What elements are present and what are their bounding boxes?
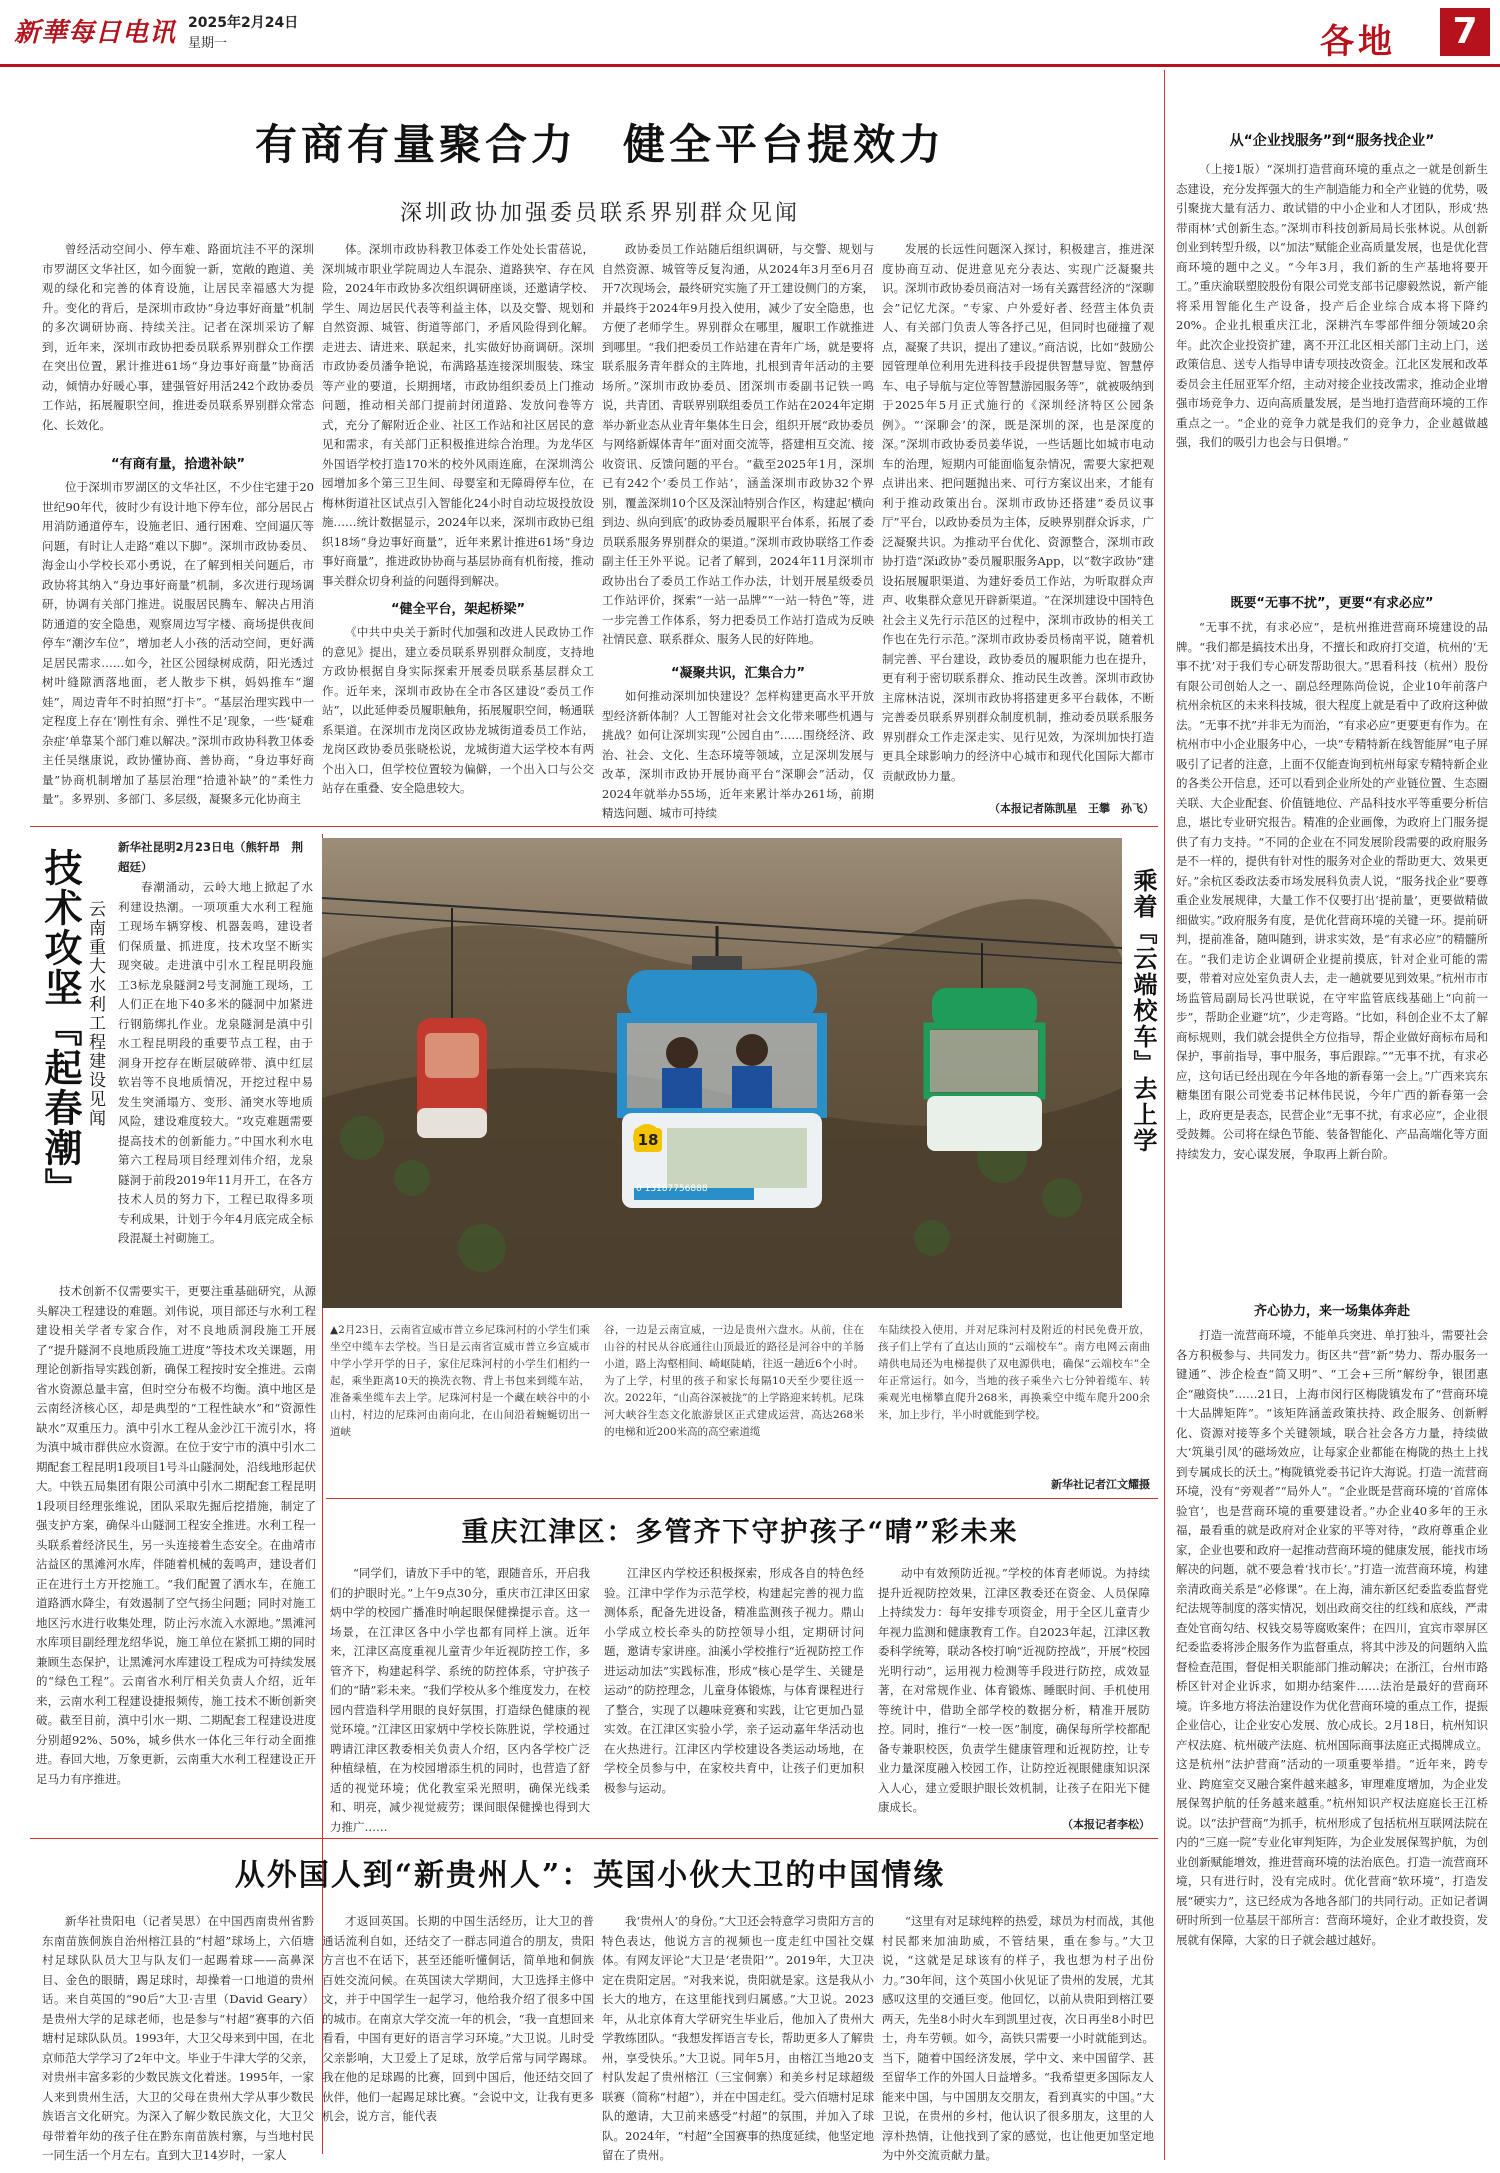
article3-col2-text: 江津区内学校还积极探索，形成各自的特色经验。江津中学作为示范学校，构建起完善的视力监测体系，配备先进设备，精准监测孩子视力。鼎山小学成立校长牵头的防控领导小组，定期研讨问题，邀请专家讲座。油溪小学校推行“近视防控工作进运动加法”实践标准，形成“核心是学生、关键是运动”的防控理念，儿童身体锻炼，与体育课程进行了整合，实现了以趣味竞赛和实践，让它更加凸显实效。在江津区实验小学，亲子运动嘉年华活动也在火热进行。江津区内学校建设各类运动场地，在学校全员参与中，在家校共育中，让孩子们更加积极参与运动。 xyxy=(604,1566,864,1795)
article4-headline: 从外国人到“新贵州人”：英国小伙大卫的中国情缘 xyxy=(234,1858,946,1893)
cabin-number-text: 18 xyxy=(637,1131,659,1149)
photo-bottom-rule xyxy=(326,1498,1158,1499)
article1-subhead-b: “健全平台，架起桥梁” xyxy=(390,602,526,617)
article1-col2b xyxy=(322,623,594,820)
article3-headline: 重庆江津区：多管齐下守护孩子“晴”彩未来 xyxy=(461,1517,1019,1548)
article1-col1-text: 曾经活动空间小、停车难、路面坑洼不平的深圳市罗湖区文华社区，如今面貌一新，宽敞的跑道、美观的绿化和完善的体育设施，让居民幸福感大为提升。变化的背后，是深圳市政协“身边事好商量”机制的多次调研协商、持续关注。记者在深圳采访了解到，近年来，深圳市政协把委员联系界别群众工作摆在突出位置，累计推进61场“身边事好商量”协商活动，倾情办好暖心事，建强管好用活242个政协委员工作站，拓展履职空间，推进委员联系界别群众常态化、长效化。 xyxy=(42,242,314,432)
article1-col3b xyxy=(602,687,874,820)
article1-subhead-c: “凝聚共识，汇集合力” xyxy=(670,666,806,681)
article1-col1b-text: 位于深圳市罗湖区的文华社区，不少住宅建于20世纪90年代，彼时少有设计地下停车位，部分居民占用消防通道停车，设施老旧、通行困难、空间逼仄等问题，有时让人走路“难以下脚”。深圳市政协委员、海金山小学校长邓小勇说，在了解到相关问题后，市政协将其纳入“身边事好商量”机制，多次进行现场调研，协调有关部门推进。说服居民腾车、解决占用消防通道的安全隐患，观察周边写字楼、商场提供夜间停车“潮汐车位”，增加老人小孩的活动空间，更好满足居民需求……如今，社区公园绿树成荫，阳光透过树叶缝隙洒落地面，老人散步下棋，妈妈推车“遛娃”，周边青年不时拍照“打卡”。“基层治理实践中一定程度上存在‘刚性有余、弹性不足’现象，一些‘疑难杂症’单靠某个部门难以解决。”深圳市政协科教卫体委主任吴继康说，政协懂协商、善协商，“身边事好商量”协商机制增加了基层治理“拾遗补缺”的“柔性力量”。多界别、多部门、多层级，凝聚多元化协商主 xyxy=(42,480,314,806)
article1-byline: （本报记者陈凯星 王攀 孙飞） xyxy=(989,802,1154,815)
article1-col3b-text: 如何推动深圳加快建设？怎样构建更高水平开放型经济新体制？人工智能对社会文化带来哪些机遇与挑战？如何让深圳实现“公园自由”……围绕经济、政治、社会、文化、生态环境等领域，立足深圳发展与改革，深圳市政协开展协商平台“深聊会”活动，仅2024年就举办55场，近年来累计举办261场，前期精选问题、城市可持续 xyxy=(602,689,874,820)
photo-caption-col1 xyxy=(330,1322,590,1492)
article4-col4-text: “这里有对足球纯粹的热爱，球员为村而战，其他村民都来加油助威，不管结果，重在参与。”大卫说，“这就是足球该有的样子，我也想为村子出份力。”30年间，这个英国小伙见证了贵州的发展，尤其感叹这里的交通巨变。他回忆，以前从贵阳到榕江要两天，先坐8小时火车到凯里过夜，次日再坐8小时巴士，舟车劳顿。如今，高铁只需要一小时就能到达。当下，随着中国经济发展，学中文、来中国留学、甚至留华工作的外国人日益增多。“我希望更多国际友人能来中国，与中国朋友交朋友，看到真实的中国。”大卫说，在贵州的乡村，他认识了很多朋友，这里的人淳朴热情，让他找到了家的感觉，也让他更加坚定地为中外交流贡献力量。 xyxy=(882,1914,1154,2162)
sidebar-subhead-b: 齐心协力，来一场集体奔赴 xyxy=(1253,1304,1410,1319)
sidebar-col-c xyxy=(1176,1326,1488,2162)
cable-car-illustration xyxy=(322,838,1122,1308)
sidebar-col-b-text: “无事不扰，有求必应”，是杭州推进营商环境建设的品牌。“我们都是搞技术出身，不擅长和政府打交道，杭州的‘无事不扰’对于我们专心研发帮助很大。”思看科技（杭州）股份有限公司创始人之一、副总经理陈尚俭说，企业10年前落户杭州余杭区的未来科技城，很大程度上就是看中了政府这种做法。“无事不扰”并非无为而治，“有求必应”更要更有作为。在杭州市中小企业服务中心，一块“专精特新在线智能屏”电子屏吸引了记者的注意，上面不仅能查询到杭州每家专精特新企业的各类公开信息，还可以看到企业所处的产业链位置、生态圈关联、大企业配套、价值链地位、产品科技水平等重要分析信息，堪比专业研究报告。精准的企业画像，为政府上门服务提供了有力支持。“不同的企业在不同发展阶段需要的政府服务是不一样的，提供有针对性的服务对企业的帮助更大、效果更好。”余杭区委政法委市场发展科负责人说，“服务找企业”要尊重企业发展规律，大量工作不仅要打出‘提前量’，更要做精做细做实。”政府服务有度，是优化营商环境的关键一环。提前研判，提前准备，随叫随到，讲求实效，是“有求必应”的精髓所在。“我们走访企业调研企业提前摸底，针对企业可能的需要，带着对应处室负责人去，走一趟就要见到效果。”杭州市市场监管局副局长冯世联说，在守牢监管底线基础上“向前一步”，帮助企业避“坑”，少走弯路。“比如，科创企业不太了解商标规则，我们就会提供全方位指导，帮企业做好商标布局和保护，事前指导，事中服务，事后跟踪。”“无事不扰，有求必应，这句话已经出现在今年各地的新春第一会上。”广西来宾东糖集团有限公司党委书记林伟民说，今年广西的新春第一会上，政府更是表态，民营企业“无事不扰，有求必应”，企业很受鼓舞。公司将在绿色节能、装备智能化、产品高端化等方面持续发力，安心谋发展，争取再上新台阶。 xyxy=(1176,620,1488,1161)
article4-col3 xyxy=(602,1912,874,2162)
sidebar-subhead-a: 既要“无事不扰”，更要“有求必应” xyxy=(1230,596,1434,611)
photo-caption-col3 xyxy=(878,1322,1150,1472)
article1-col1b xyxy=(42,478,314,820)
section-name: 各地 xyxy=(1320,22,1396,62)
sidebar-divider xyxy=(1164,70,1165,2160)
cabin-phone: 0 13187756888 xyxy=(636,1184,708,1194)
issue-date: 2025年2月24日 xyxy=(188,15,299,31)
photo-credit: 新华社记者江文耀摄 xyxy=(1051,1478,1150,1491)
article4-col1-text: 新华社贵阳电（记者吴思）在中国西南贵州省黔东南苗族侗族自治州榕江县的“村超”球场上，六佰塘村足球队队员大卫与队友们一起踢着球——高鼻深目、金色的眼睛，踢足球时，却操着一口地道的贵州话。来自英国的“90后”大卫·吉里（David Geary）是贵州大学的足球老师，也是参与“村超”赛事的六佰塘村足球队队员。1993年，大卫父母来到中国，在北京师范大学学习了2年中文。毕业于牛津大学的父亲，对贵州丰富多彩的少数民族文化着迷。1995年，一家人来到贵州生活，大卫的父母在贵州大学从事少数民族语言文化研究。为深入了解少数民族文化，大卫父母带着年幼的孩子住在黔东南苗族村寨，与当地村民一同生活一个月左右。直到大卫14岁时，一家人 xyxy=(42,1914,314,2162)
sidebar-col-text: （上接1版）“深圳打造营商环境的重点之一就是创新生态建设，充分发挥强大的生产制造能力和全产业链的优势，吸引聚拢大量有活力、敢试错的中小企业和人才团队，形成‘热带雨林’式创新生态。”深圳市科技创新局局长张林说。从创新创业到转型升级，以“加法”赋能企业高质量发展，也是优化营商环境的题中之义。“今年3月，我们新的生产基地将要开工。”重庆渝联塑胶股份有限公司党支部书记廖毅然说，新产能将采用智能化生产设备，投产后企业综合成本将下降约20%。企业扎根重庆江北，深耕汽车零部件细分领域20余年。此次企业投资扩建，离不开江北区相关部门主动上门，送政策信息、送专人指导申请专项技改资金。江北区发展和改革委员会主任屈亚军介绍，主动对接企业技改需求，推动企业增强市场竞争力、迈向高质量发展，是当地打造营商环境的工作重点之一。“企业的竞争力就是我们的竞争力，企业越做越强，我们的吸引力也会与日俱增。” xyxy=(1176,162,1488,449)
cabin-number-badge xyxy=(634,1128,662,1152)
masthead-rule xyxy=(0,64,1500,67)
article3-byline: （本报记者李松） xyxy=(1062,1818,1150,1831)
article1-col4-text: 发展的长远性问题深入探讨，积极建言，推进深度协商互动、促进意见充分表达、实现广泛凝聚共识。深圳市政协委员商洁对一场有关露营经济的“深聊会”记忆尤深。“专家、户外爱好者、经营主体负责人、有关部门负责人等各抒己见，但同时也碰撞了观点，凝聚了共识，提出了建议。”商洁说，比如“鼓励公园管理单位利用先进科技手段提供智慧导览、智慧停车、电子导航与定位等智慧游园服务等”，就被吸纳到于2025年5月正式施行的《深圳经济特区公园条例》。“‘深聊会’的深，既是深圳的深，也是深度的深。”深圳市政协委员姜华说，一些话题比如城市电动车的治理，短期内可能面临复杂情况，需要大家把观点讲出来、把问题抛出来、可行方案议出来，才能有利于推动政策出台。深圳市政协还搭建“委员议事厅”平台，以政协委员为主体，反映界别群众诉求，广泛凝聚共识。为推动平台优化、资源整合，深圳市政协打造“深i政协”委员履职服务App，以“数字政协”建设拓展履职渠道、为建好委员工作站，为听取群众声声、收集群众意见开辟新渠道。“在深圳建设中国特色社会主义先行示范区的过程中，深圳市政协的相关工作也在先行示范。”深圳市政协委员杨南平说，随着机制完善、平台建设，政协委员的履职能力也在提升，更有利于密切联系群众、推动民生改善。深圳市政协主席林洁说，深圳市政协将搭建更多平台载体，不断完善委员联系界别群众制度机制，推动委员联系服务界别群众工作走深走实、见行见效，为深圳加快打造更具全球影响力的经济中心城市和现代化国际大都市贡献政协力量。 xyxy=(882,242,1154,783)
photo-caption-col2 xyxy=(604,1322,864,1492)
article2-col1-text: 春潮涌动，云岭大地上掀起了水利建设热潮。一项项重大水利工程施工现场车辆穿梭、机器轰鸣，建设者们保质量、抓进度，技术攻坚不断实现突破。走进滇中引水工程昆明段施工3标龙泉隧洞2号支洞施工现场，工人们正在地下40多米的隧洞中加紧进行钢筋绑扎作业。龙泉隧洞是滇中引水工程昆明段的重要节点工程，由于洞身开挖存在断层破碎带、滇中红层软岩等不良地质情况，开挖过程中易发生突涌塌方、变形、涌突水等地质风险，建设难度较大。“攻克难题需要提高技术的创新能力。”中国水利水电第六工程局项目经理刘伟介绍，龙泉隧洞于前段2019年11月开工，在各方技术人员的努力下，工程已取得多项专利成果，计划于今年4月底完成全标段混凝土衬砌施工。 xyxy=(118,880,313,1245)
issue-weekday: 星期一 xyxy=(188,36,228,51)
sidebar-col xyxy=(1176,160,1488,585)
article3-col3 xyxy=(878,1564,1150,1814)
article1-col1 xyxy=(42,240,314,445)
article1-col2b-text: 《中共中央关于新时代加强和改进人民政协工作的意见》提出，建立委员联系界别群众制度，支持地方政协根据自身实际探索开展委员联系基层群众工作。近年来，深圳市政协在全市各区建设“委员工作站”，以此延伸委员履职触角，拓展履职空间，畅通联系渠道。在深圳市龙岗区政协龙城街道委员工作站，龙岗区政协委员张晓松说，龙城街道大运学校本有两个出入口，但学校位置较为偏僻，一个出入口与公交站存在重叠、安全隐患较大。 xyxy=(322,625,594,795)
article2-col1 xyxy=(118,878,313,1278)
article1-bottom-rule xyxy=(30,826,1158,827)
article2-vertical-title: 技术攻坚『起春潮』 xyxy=(38,848,83,1208)
article3-col2 xyxy=(604,1564,864,1834)
article2-col2-text: 技术创新不仅需要实干，更要注重基础研究，从源头解决工程建设的难题。刘伟说，项目部还与水利工程建设相关学者专家合作，对不良地质洞段施工开展了“提升隧洞不良地质段施工进度”等技术攻关课题，用理论创新指导实践创新，确保工程按时安全推进。云南省水资源总量丰富，但时空分布极不均衡。滇中地区是云南经济核心区，却是典型的“工程性缺水”和“资源性缺水”双重压力。滇中引水工程从金沙江干流引水，将为滇中城市群供应水资源。在位于安宁市的滇中引水二期配套工程昆明1段项目1号斗山隧洞处，沿线地形起伏大。中铁五局集团有限公司滇中引水二期配套工程昆明1段项目经理张维说，团队采取先掘后挖措施，制定了强支护方案，确保斗山隧洞工程安全推进。水利工程一头联系着经济民生，另一头连接着生态安全。在曲靖市沾益区的黑滩河水库，伴随着机械的轰鸣声，建设者们正在进行土方开挖施工。“我们配置了洒水车，在施工道路洒水降尘，有效遏制了空气扬尘问题；同时对施工地区污水进行收集处理，防止污水流入水源地。”黑滩河水库项目副经理龙绍华说，施工单位在紧抓工期的同时兼顾生态保护，让黑滩河水库建设工程成为可持续发展的“绿色工程”。云南省水利厅相关负责人介绍，近年来，云南水利工程建设捷报频传，施工技术不断创新突破。截至目前，滇中引水一期、二期配套工程建设进度分别超92%、50%，城乡供水一体化三年行动全面推进。春回大地，万象更新，云南重大水利工程建设正开足马力有序推进。 xyxy=(36,1284,316,1786)
article4-col3-text: 我‘贵州人’的身份。”大卫还会特意学习贵阳方言的特色表达，他说方言的视频也一度走红中国社交媒体。有网友评论“大卫是‘老贵阳’”。2019年，大卫决定在贵阳定居。“对我来说，贵阳就是家。这是我从小长大的地方，在这里能找到归属感。”大卫说。2023年，从北京体育大学研究生毕业后，他加入了贵州大学教练团队。“我想发挥语言专长，帮助更多人了解贵州，享受快乐。”大卫说。同年5月，由榕江当地20支村队发起了贵州榕江（三宝侗寨）和美乡村足球超级联赛（简称“村超”），并在中国走红。受六佰塘村足球队的邀请，大卫前来感受“村超”的氛围，并加入了球队。2024年，“村超”全国赛事的热度延续，他坚定地留在了贵州。 xyxy=(602,1914,874,2162)
article3-bottom-rule xyxy=(30,1838,1158,1839)
sidebar-title: 从“企业找服务”到“服务找企业” xyxy=(1229,133,1435,149)
article1-col4 xyxy=(882,240,1154,796)
page-number xyxy=(1440,8,1490,56)
article3-col1-text: “同学们，请放下手中的笔，跟随音乐，开启我们的护眼时光。”上午9点30分，重庆市江津区田家炳中学的校园广播准时响起眼保健操提示音。这一场景，在江津区各中小学也都有同样上演。近年来，江津区高度重视儿童青少年近视防控工作，多管齐下，构建起科学、系统的防控体系，守护孩子们的“睛”彩未来。“我们学校从多个维度发力，在校园内营造科学用眼的良好氛围，打造绿色健康的视觉环境。”江津区田家炳中学校长陈胜说，学校通过聘请江津区教委相关负责人介绍，区内各学校广泛种植绿植，在为校园增添生机的同时，也营造了舒适的视觉环境；优化教室采光照明，确保光线柔和、明亮，减少视觉疲劳；课间眼保健操也得到大力推广…… xyxy=(330,1566,590,1834)
brand-logo: 新華每日电讯 xyxy=(14,18,177,48)
page-number-text: 7 xyxy=(1452,11,1478,52)
article4-col4 xyxy=(882,1912,1154,2162)
sidebar-col-b xyxy=(1176,618,1488,1294)
photo-caption-col1-text: ▲2月23日，云南省宣威市普立乡尼珠河村的小学生们乘坐空中缆车去学校。当日是云南省宣威市普立乡宣威市中学小学开学的日子，家住尼珠河村的小学生们相约一起，乘坐距离10天的换洗衣物、背上书包来到缆车站，准备乘坐缆车去上学。尼珠河村是一个藏在峡谷中的小山村，村边的尼珠河由南向北，在山间沿着蜿蜒切出一道峡 xyxy=(330,1324,590,1438)
article3-col1 xyxy=(330,1564,590,1834)
cable-car-photo xyxy=(322,838,1122,1308)
article1-col2-text: 体。深圳市政协科教卫体委工作处处长雷蓓说，深圳城市职业学院周边人车混杂、道路狭窄、存在风险，2024年市政协多次组织调研座谈，还邀请学校、学生、周边居民代表等利益主体，以及交警、规划和自然资源、城管、街道等部门，矛盾风险得到化解。走进去、请进来、联起来，扎实做好协商调研。深圳市政协委员潘争艳说，布满路基连接深圳服装、珠宝等产业的要道，长期拥堵，市政协组织委员上门推动问题，推动相关部门提前封闭道路、发放问卷等方式，充分了解附近企业、社区工作站和社区居民的意见和需求，有关部门正积极推进综合治理。为龙华区外国语学校打造170米的校外风雨连廊，在深圳湾公园增加多个第三卫生间、母婴室和无障碍停车位，在梅林街道社区试点引入智能化24小时自动垃圾投放设施……统计数据显示，2024年以来，深圳市政协已组织18场“身边事好商量”，近年来累计推进61场“身边事好商量”，推进政协协商与基层协商有机衔接，推动事关群众切身利益的问题得到解决。 xyxy=(322,242,594,588)
article4-col2-text: 才返回英国。长期的中国生活经历，让大卫的普通话流利自如，还结交了一群志同道合的朋友，贵阳方言也不在话下，甚至还能听懂侗话，简单地和侗族百姓交流问候。在英国读大学期间，大卫选择主修中文，并于中国学生一起学习，他给我介绍了很多中国的城市。在南京大学交流一年的机会，“我一直想回来看看，中国有更好的语言学习环境。”大卫说。儿时受父亲影响，大卫爱上了足球，放学后常与同学踢球。我在他的足球踢的比赛，回到中国后，他还结交回了伙伴，他们一起踢足球比赛。“会说中文，让我有更多机会，说方言，能代表 xyxy=(322,1914,594,2123)
masthead xyxy=(0,0,1500,62)
article1-col2 xyxy=(322,240,594,590)
photo-caption-col2-text: 谷，一边是云南宣威，一边是贵州六盘水。从前，住在山谷的村民从谷底通往山顶最近的路径是河谷中的羊肠小道，路上沟壑相间、崎岖陡峭，往返一趟近6个小时。为了上学，村里的孩子和家长每隔10天至少要往返一次。2022年，“山高谷深被拢”的上学路迎来转机。尼珠河大峡谷生态文化旅游景区正式建成运营，高达268米的电梯和近200米高的高空索道缆 xyxy=(604,1324,864,1438)
article1-subhead-a: “有商有量，拾遗补缺” xyxy=(110,457,246,472)
photo-caption-col3-text: 车陆续投入使用，并对尼珠河村及附近的村民免费开放，孩子们上学有了直达山顶的“云端校车”。南方电网云南曲靖供电局还为电梯提供了双电源供电，确保“云端校车”全年正常运行。如今，当地的孩子乘坐六七分钟着缆车、转乘观光电梯攀直爬升268米，再换乘空中缆车爬升200余米，加上步行，半小时就能到学校。 xyxy=(878,1324,1150,1421)
article4-col2 xyxy=(322,1912,594,2162)
article2-vertical-subtitle: 云南重大水利工程建设见闻 xyxy=(85,900,105,1128)
article3-col3-text: 动中有效预防近视。”学校的体育老师说。为持续提升近视防控效果，江津区教委还在资金、人员保障上持续发力：每年安排专项资金，用于全区儿童青少年视力监测和健康教育工作。自2023年起，江津区教委科学统筹，联动各校打响“近视防控战”，开展“校园光明行动”，运用视力检测等手段进行防控，成效显著，在对常规作业、体育锻炼、睡眠时间、手机使用等统计中，借助全部学校的数据分析，精准开展防控。同时，推行“一校一医”制度，确保每所学校都配备专兼职校医，负责学生健康管理和近视防控，让专业力量深度融入校园工作，让防控近视眼健康知识深入人心，建立爱眼护眼长效机制，让孩子在阳光下健康成长。 xyxy=(878,1566,1150,1814)
sidebar-col-c-text: 打造一流营商环境，不能单兵突进、单打独斗，需要社会各方积极参与、共同发力。街区共“营”新“势力、帮办服务一键通”、涉企检查“简又明”、“工会+三所”解纷争，银团惠企“融资快”……21日，上海市闵行区梅陇镇发布了“营商环境十大品牌矩阵”。“该矩阵涵盖政策扶持、政企服务、创新孵化、资源对接等多个关键领域，联合社会各方力量，持续做大‘筑巢引凤’的磁场效应，让每家企业都能在梅陇的热土上找到专属成长的沃土。”梅陇镇党委书记许大海说。打造一流营商环境，没有“旁观者”“局外人”。“企业既是营商环境的‘首席体验官’，也是营商环境的重要建设者。”办企业40多年的王永福，最看重的就是政府对企业家的平等对待，“政府尊重企业家，企业也要和政府一起推动营商环境的健康发展，能找市场解决的问题，就不要急着‘找市长’。”打造一流营商环境，构建亲清政商关系是“必修课”。在上海，浦东新区纪委监委监督党纪法规等制度的落实情况，划出政商交往的红线和底线，严肃查处官商勾结、权钱交易等腐败案件；在四川，宜宾市翠屏区纪委监委将涉企服务作为监督重点，将其中涉及的问题纳入监督检查范围，督促相关职能部门推动解决；在浙江，台州市路桥区针对企业诉求，如期办结案件……法治是最好的营商环境。许多地方将法治建设作为优化营商环境的重点工作，提振企业信心，让企业安心发展、放心成长。2月18日，杭州知识产权法庭、杭州破产法庭、杭州国际商事法庭正式揭牌成立。这是杭州“法护营商”活动的一项重要举措。“近年来，跨专业、跨庭室交叉融合案件越来越多，审理难度增加，为企业发展保驾护航的任务越来越重。”杭州知识产权法庭庭长王江桥说。以“法护营商”为抓手，杭州形成了包括杭州互联网法院在内的“三庭一院”专业化审判矩阵，为企业发展保驾护航，为创业创新赋能增效，推进营商环境的法治底色。打造一流营商环境，只有进行时，没有完成时。优化营商“软环境”，打造发展“硬实力”，这已经成为各地各部门的共同行动。正如记者调研时所到一位基层干部所言：营商环境好，企业才敢投资，发展就有保障，大家的日子就会越过越好。 xyxy=(1176,1328,1488,1947)
photo-vertical-title: 乘着『云端校车』去上学 xyxy=(1129,868,1158,1154)
article2-dateline: 新华社昆明2月23日电（熊轩昂 荆超廷） xyxy=(118,840,304,874)
article1-subhead: 深圳政协加强委员联系界别群众见闻 xyxy=(399,201,800,226)
article4-col1 xyxy=(42,1912,314,2162)
article1-col3-text: 政协委员工作站随后组织调研，与交警、规划与自然资源、城管等反复沟通，从2024年3月至6月召开7次现场会，最终研究实施了开工建设侧门的方案，并最终于2024年9月投入使用，减少了安全隐患，也方便了老师学生。界别群众在哪里，履职工作就推进到哪里。“我们把委员工作站建在青年广场，就是要将联系服务青年群众的主阵地，扎根到青年活动的主要场所。”深圳市政协委员、团深圳市委副书记铁一鸣说，共青团、青联界别联组委员工作站在2024年定期举办新业态从业青年集体生日会，组织开展“政协委员与网络新媒体青年”面对面交流等，搭建相互交流、接收资讯、反馈问题的平台。“截至2025年1月，深圳已有242个‘委员工作站’，涵盖深圳市政协32个界别，覆盖深圳10个区及深汕特别合作区，构建起‘横向到边、纵向到底’的政协委员履职平台体系，拓展了委员联系服务界别群众的渠道。”深圳市政协联络工作委副主任王外平说。记者了解到，2024年11月深圳市政协出台了委员工作站工作办法，计划开展星级委员工作站评价，探索“一站一品牌”“一站一特色”等，进一步完善工作体系，努力把委员工作站打造成为反映社情民意、联系群众、服务人民的好阵地。 xyxy=(602,242,874,646)
article1-headline: 有商有量聚合力 健全平台提效力 xyxy=(254,120,945,169)
article1-col3 xyxy=(602,240,874,655)
